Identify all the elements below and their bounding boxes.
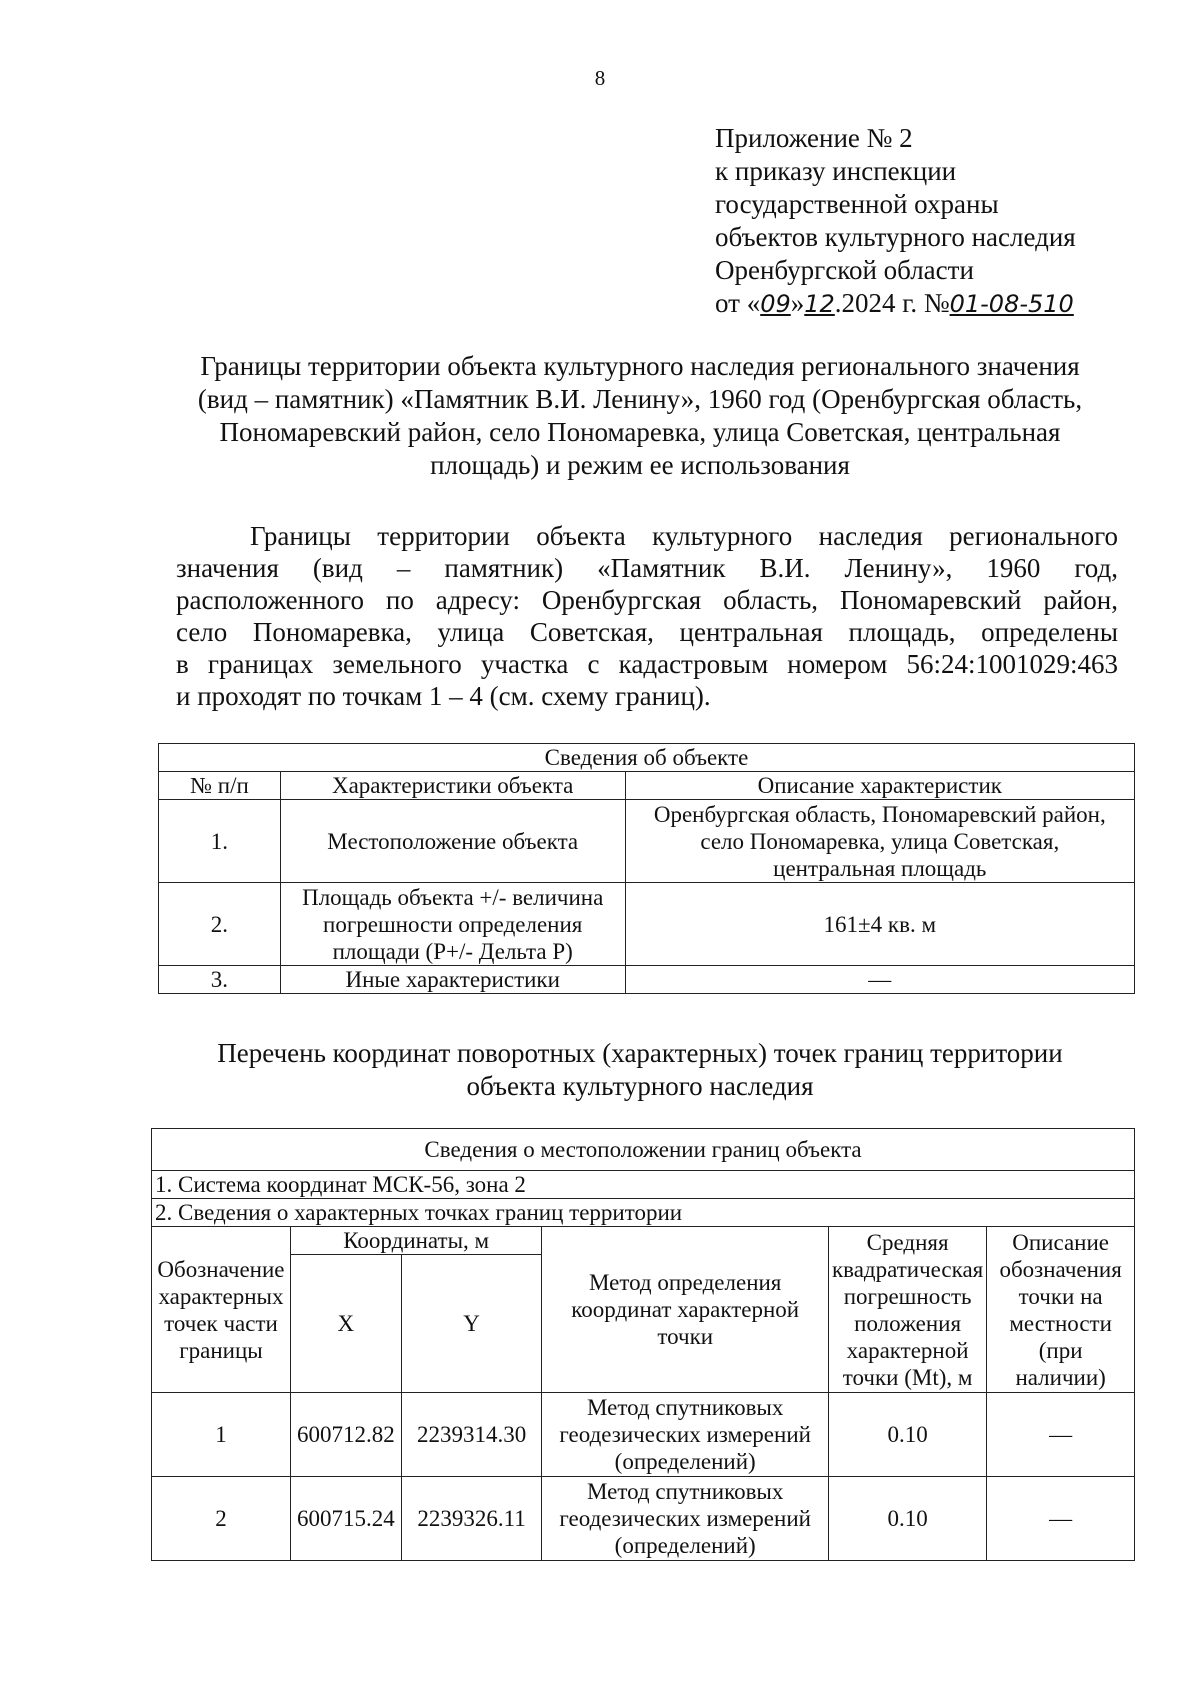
error-value: 0.10 xyxy=(828,1477,986,1561)
header-cell: Описание характеристик xyxy=(625,772,1134,800)
cell-line: точек части xyxy=(164,1310,278,1336)
cell-line: (определений) xyxy=(614,1449,756,1474)
points-heading-row: 2. Сведения о характерных точках границ территории xyxy=(152,1199,1135,1227)
cell-line: положения xyxy=(854,1310,962,1336)
cell-line: координат характерной xyxy=(571,1297,800,1322)
handwritten-order-number: 01-08-510 xyxy=(949,290,1074,318)
coordinates-section-title xyxy=(150,1037,1130,1103)
cell-line: погрешность xyxy=(843,1283,972,1309)
cell-line: границы xyxy=(179,1337,263,1363)
characteristic-name: Иные характеристики xyxy=(280,966,625,994)
title-line: площадь) и режим ее использования xyxy=(430,450,850,480)
x-value: 600712.82 xyxy=(290,1393,401,1477)
paragraph-line: значения (вид – памятник) «Памятник В.И. Ленину», 1960 год, xyxy=(176,553,1118,583)
table-caption: Сведения о местоположении границ объекта xyxy=(152,1129,1135,1171)
point-designation-header xyxy=(152,1227,291,1393)
cell-line: Оренбургская область, Пономаревский район, xyxy=(653,801,1106,827)
coordinates-header: Координаты, м xyxy=(290,1227,542,1255)
object-info-table xyxy=(158,743,1135,994)
cell-line: Метод спутниковых xyxy=(586,1479,784,1504)
coordinate-system-row: 1. Система координат МСК-56, зона 2 xyxy=(152,1171,1135,1199)
point-number: 2 xyxy=(152,1477,291,1561)
appendix-line: государственной охраны xyxy=(715,189,999,219)
table-row xyxy=(152,1477,1135,1561)
method-header xyxy=(542,1227,829,1393)
characteristic-value: — xyxy=(625,966,1134,994)
appendix-line: объектов культурного наследия xyxy=(715,222,1076,252)
x-value: 600715.24 xyxy=(290,1477,401,1561)
date-year: .2024 г. № xyxy=(834,288,950,318)
header-cell: Характеристики объекта xyxy=(280,772,625,800)
table-caption: Сведения об объекте xyxy=(159,744,1135,772)
cell-line: точки xyxy=(657,1324,714,1349)
cell-line: центральная площадь xyxy=(773,855,987,881)
coordinates-table xyxy=(151,1128,1135,1561)
date-prefix: от « xyxy=(715,288,761,318)
cell-line: местности xyxy=(1009,1310,1112,1336)
cell-line: (определений) xyxy=(614,1533,756,1558)
description-header xyxy=(987,1227,1135,1393)
table-row xyxy=(159,883,1135,966)
table-row xyxy=(159,800,1135,883)
cell-line: погрешности определения xyxy=(323,911,583,937)
handwritten-day: 09 xyxy=(760,290,791,318)
cell-line: село Пономаревка, улица Советская, xyxy=(700,828,1060,854)
characteristic-value xyxy=(625,800,1134,883)
y-header: Y xyxy=(401,1255,542,1393)
cell-line: Метод спутниковых xyxy=(586,1395,784,1420)
appendix-line: Оренбургской области xyxy=(715,255,974,285)
paragraph-line: село Пономаревка, улица Советская, центральная площадь, определены xyxy=(176,617,1118,647)
title-line: Границы территории объекта культурного наследия регионального значения xyxy=(200,351,1080,381)
body-paragraph xyxy=(176,520,1118,712)
cell-line: точки (Mt), м xyxy=(842,1364,973,1390)
error-value: 0.10 xyxy=(828,1393,986,1477)
cell-line: квадратическая xyxy=(831,1256,984,1282)
title-line: Пономаревский район, село Пономаревка, улица Советская, центральная xyxy=(219,417,1061,447)
cell-line: точки на xyxy=(1018,1283,1103,1309)
table-row xyxy=(152,1393,1135,1477)
method-value xyxy=(542,1477,829,1561)
cell-line: геодезических измерений xyxy=(559,1506,811,1531)
paragraph-line: и проходят по точкам 1 – 4 (см. схему границ). xyxy=(176,681,711,711)
page-number: 8 xyxy=(594,66,606,90)
y-value: 2239314.30 xyxy=(401,1393,542,1477)
characteristic-name xyxy=(280,883,625,966)
cell-line: геодезических измерений xyxy=(559,1422,811,1447)
point-number: 1 xyxy=(152,1393,291,1477)
error-header xyxy=(828,1227,986,1393)
table-row xyxy=(159,966,1135,994)
title-line: объекта культурного наследия xyxy=(466,1071,814,1101)
title-line: (вид – памятник) «Памятник В.И. Ленину», 1960 год (Оренбургская область, xyxy=(197,384,1083,414)
date-mid: » xyxy=(790,288,805,318)
cell-line: Метод определения xyxy=(588,1270,782,1295)
characteristic-name: Местоположение объекта xyxy=(280,800,625,883)
paragraph-line: расположенного по адресу: Оренбургская область, Пономаревский район, xyxy=(176,585,1118,615)
cell-line: характерной xyxy=(846,1337,969,1363)
appendix-date-line xyxy=(715,287,1076,321)
row-number: 1. xyxy=(159,800,281,883)
cell-line: Площадь объекта +/- величина xyxy=(302,884,604,910)
title-line: Перечень координат поворотных (характерных) точек границ территории xyxy=(217,1038,1063,1068)
cell-line: Обозначение xyxy=(157,1256,285,1282)
row-number: 2. xyxy=(159,883,281,966)
cell-line: обозначения xyxy=(999,1256,1122,1282)
header-cell: № п/п xyxy=(159,772,281,800)
y-value: 2239326.11 xyxy=(401,1477,542,1561)
description-value: — xyxy=(987,1477,1135,1561)
cell-line: Средняя xyxy=(866,1229,949,1255)
cell-line: (при xyxy=(1038,1337,1083,1363)
x-header: X xyxy=(290,1255,401,1393)
cell-line: площади (P+/- Дельта P) xyxy=(332,938,573,964)
handwritten-month: 12 xyxy=(804,290,835,318)
document-title xyxy=(150,350,1130,482)
paragraph-line: в границах земельного участка с кадастровым номером 56:24:1001029:463 xyxy=(176,649,1118,679)
description-value: — xyxy=(987,1393,1135,1477)
characteristic-value: 161±4 кв. м xyxy=(625,883,1134,966)
appendix-line: к приказу инспекции xyxy=(715,156,957,186)
cell-line: Описание xyxy=(1012,1229,1110,1255)
cell-line: наличии) xyxy=(1015,1364,1106,1390)
row-number: 3. xyxy=(159,966,281,994)
cell-line: характерных xyxy=(158,1283,284,1309)
appendix-line: Приложение № 2 xyxy=(715,123,913,153)
method-value xyxy=(542,1393,829,1477)
paragraph-line: Границы территории объекта культурного наследия регионального xyxy=(250,521,1118,551)
appendix-header xyxy=(715,122,1076,321)
